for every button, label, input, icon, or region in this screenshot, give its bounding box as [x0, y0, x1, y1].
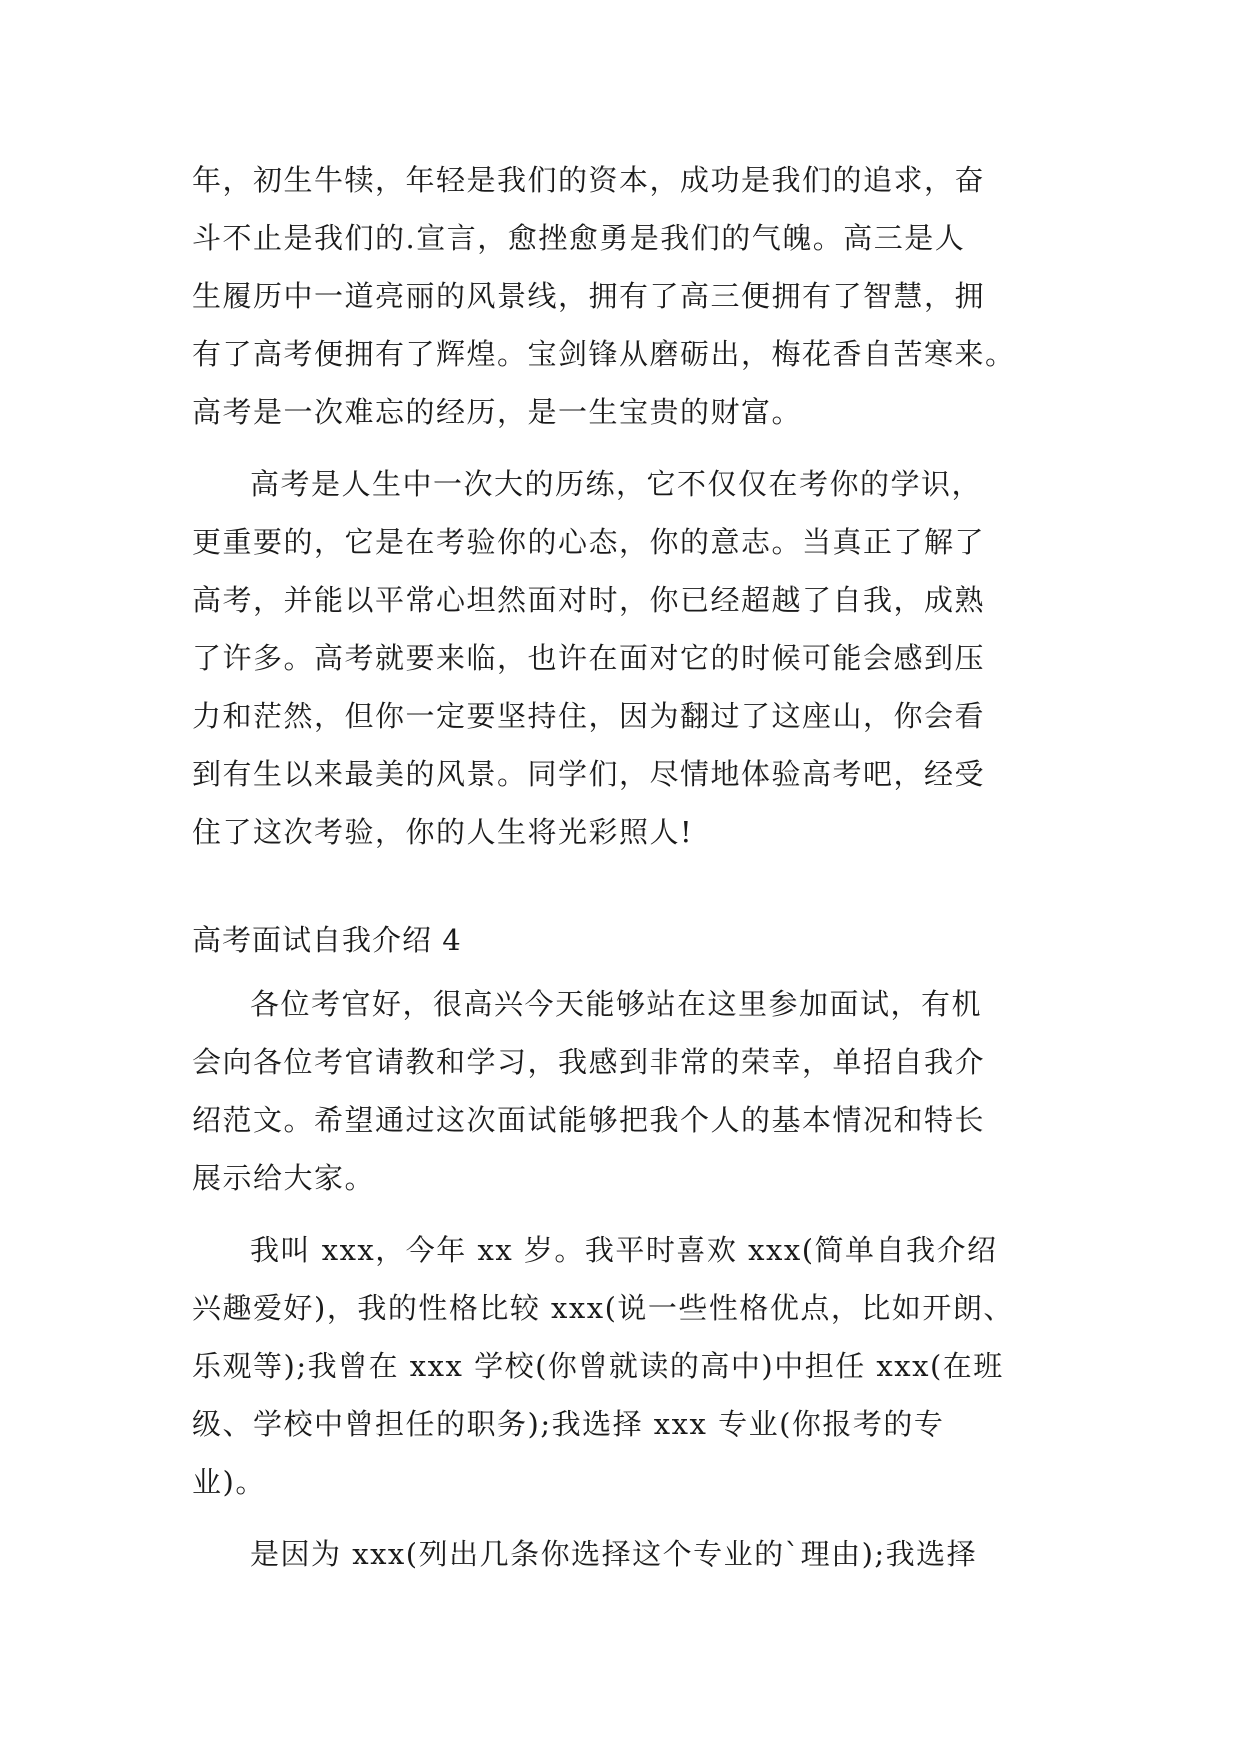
section-heading: 高考面试自我介绍 4 — [192, 923, 462, 957]
paragraph-line: 是因为 xxx(列出几条你选择这个专业的`理由);我选择 — [250, 1537, 978, 1571]
paragraph-line: 乐观等);我曾在 xxx 学校(你曾就读的高中)中担任 xxx(在班 — [192, 1349, 1004, 1383]
paragraph-line: 兴趣爱好)，我的性格比较 xxx(说一些性格优点，比如开朗、 — [192, 1291, 1014, 1325]
paragraph-line: 展示给大家。 — [192, 1161, 376, 1195]
paragraph-line: 更重要的，它是在考验你的心态，你的意志。当真正了解了 — [192, 525, 986, 559]
paragraph-line: 生履历中一道亮丽的风景线，拥有了高三便拥有了智慧，拥 — [192, 279, 986, 313]
paragraph-line: 绍范文。希望通过这次面试能够把我个人的基本情况和特长 — [192, 1103, 986, 1137]
paragraph-line: 了许多。高考就要来临，也许在面对它的时候可能会感到压 — [192, 641, 986, 675]
paragraph-line: 我叫 xxx，今年 xx 岁。我平时喜欢 xxx(简单自我介绍 — [250, 1233, 998, 1267]
paragraph-line: 高考是一次难忘的经历，是一生宝贵的财富。 — [192, 395, 803, 429]
paragraph-line: 会向各位考官请教和学习，我感到非常的荣幸，单招自我介 — [192, 1045, 986, 1079]
paragraph-line: 各位考官好，很高兴今天能够站在这里参加面试，有机 — [250, 987, 983, 1021]
paragraph-line: 斗不止是我们的.宣言，愈挫愈勇是我们的气魄。高三是人 — [192, 221, 966, 255]
paragraph-line: 业)。 — [192, 1465, 266, 1499]
paragraph-line: 高考是人生中一次大的历练，它不仅仅在考你的学识， — [250, 467, 983, 501]
paragraph-line: 级、学校中曾担任的职务);我选择 xxx 专业(你报考的专 — [192, 1407, 945, 1441]
paragraph-line: 有了高考便拥有了辉煌。宝剑锋从磨砺出，梅花香自苦寒来。 — [192, 337, 1016, 371]
paragraph-line: 到有生以来最美的风景。同学们，尽情地体验高考吧，经受 — [192, 757, 986, 791]
paragraph-line: 高考，并能以平常心坦然面对时，你已经超越了自我，成熟 — [192, 583, 986, 617]
paragraph-line: 住了这次考验，你的人生将光彩照人! — [192, 815, 694, 849]
paragraph-line: 年，初生牛犊，年轻是我们的资本，成功是我们的追求，奋 — [192, 163, 986, 197]
paragraph-line: 力和茫然，但你一定要坚持住，因为翻过了这座山，你会看 — [192, 699, 986, 733]
